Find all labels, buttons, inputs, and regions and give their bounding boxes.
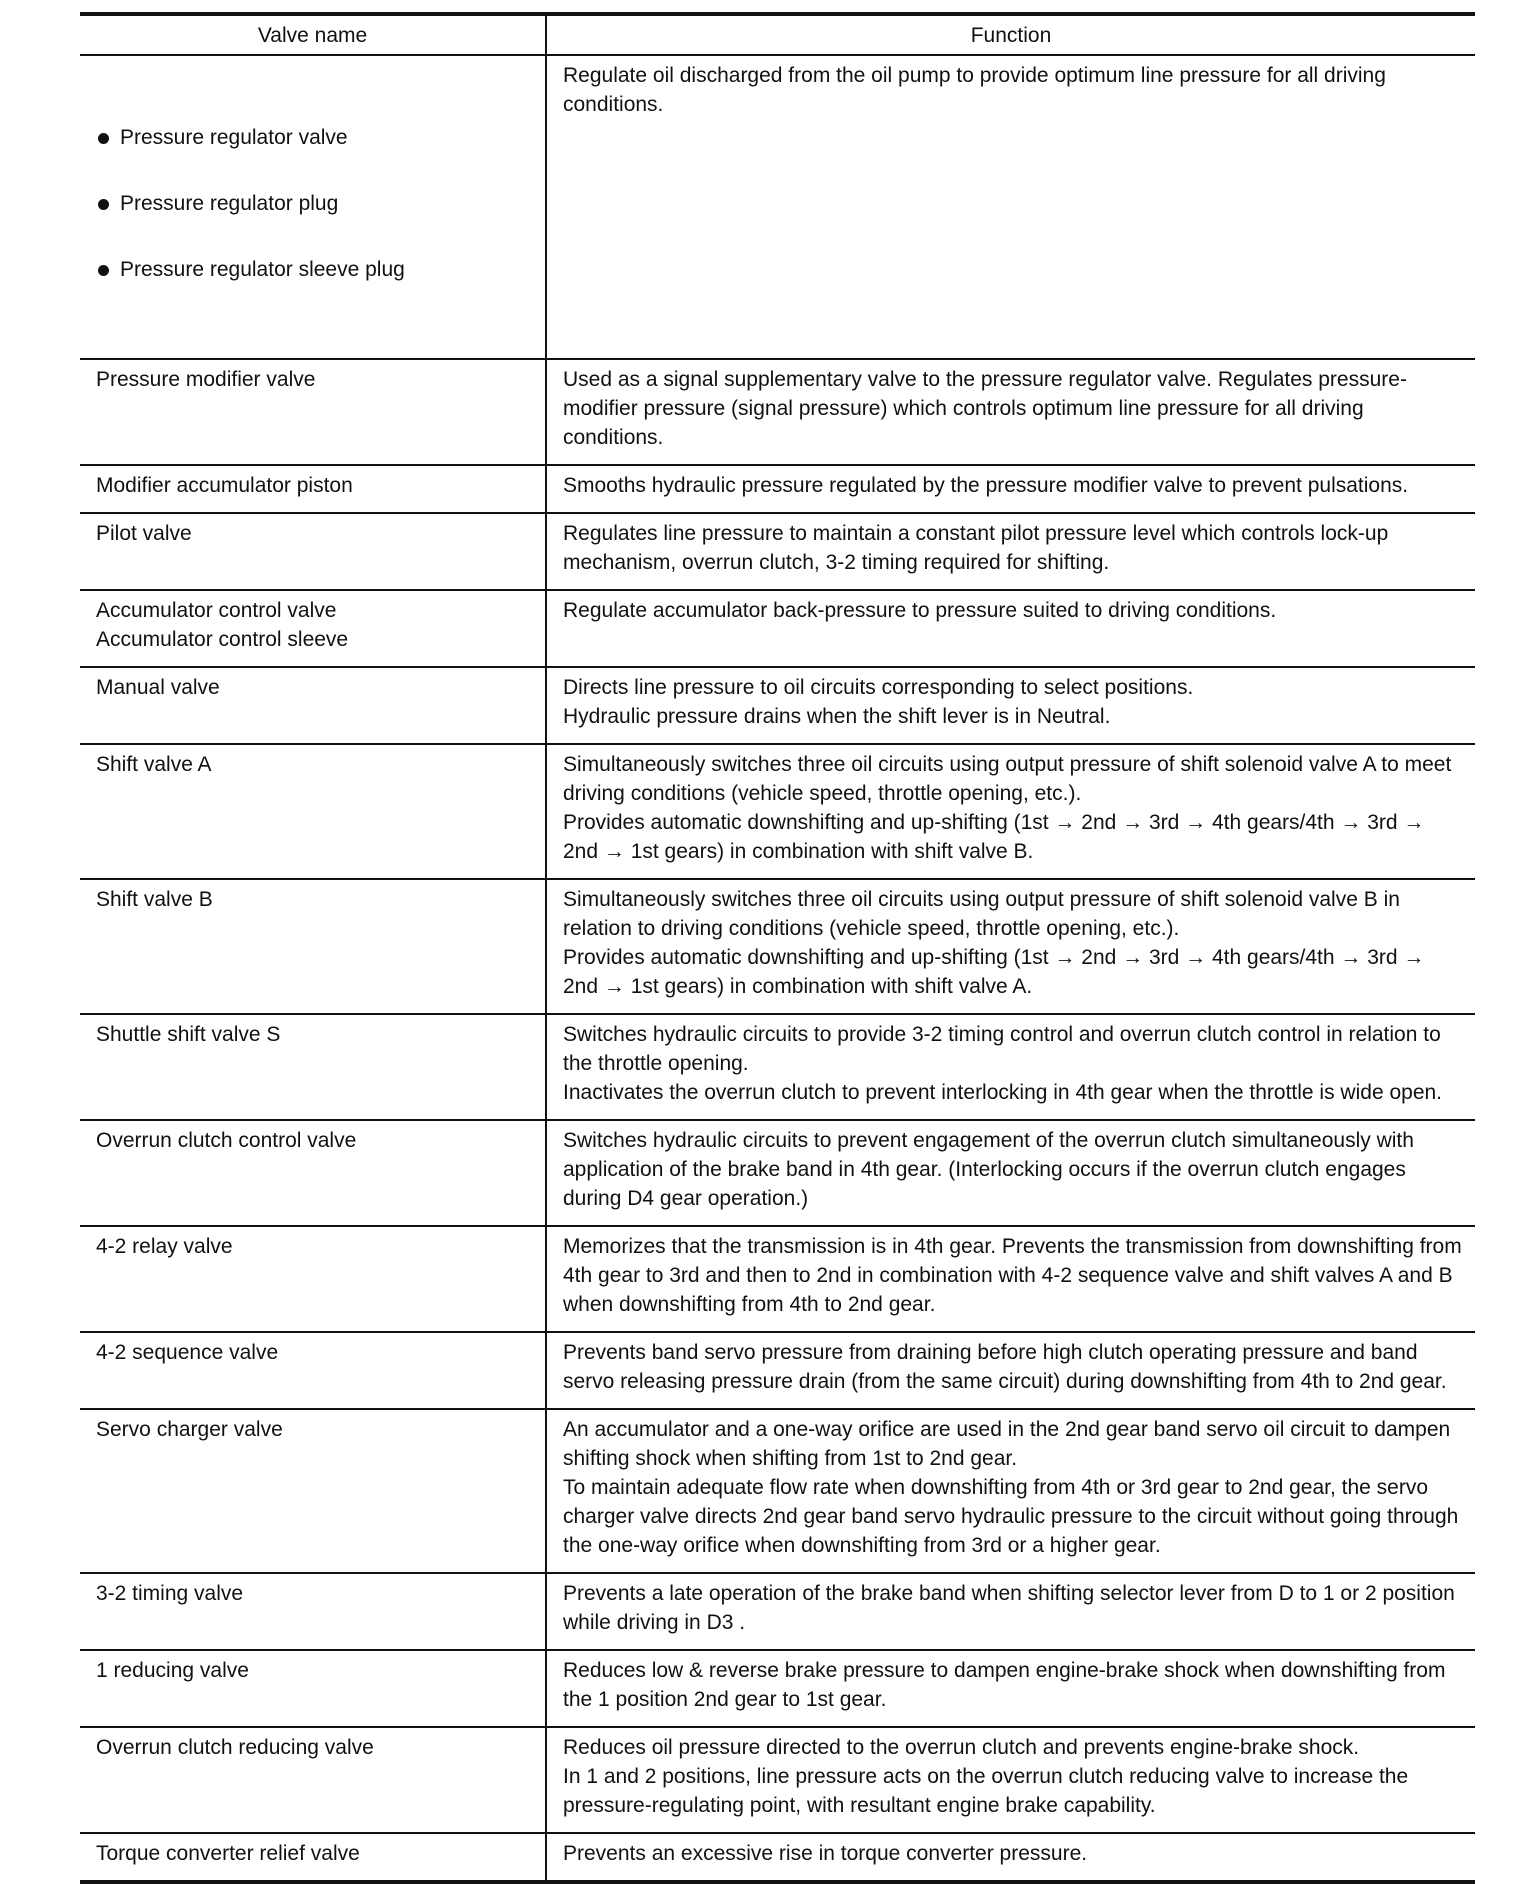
valve-name-cell: Overrun clutch control valve [80,1120,546,1226]
table-row [80,744,1475,879]
table-row [80,55,1475,359]
valve-name-cell: Servo charger valve [80,1409,546,1573]
function-cell: Prevents band servo pressure from draining before high clutch operating pressure and band servo releasing pressure drain (from the same circuit) during downshifting from 4th to 2nd gear. [546,1332,1475,1409]
valve-name-cell: Accumulator control valve Accumulator control sleeve [80,590,546,667]
valve-name-cell: Modifier accumulator piston [80,465,546,513]
function-cell: Regulate accumulator back-pressure to pressure suited to driving conditions. [546,590,1475,667]
valve-name-cell: Overrun clutch reducing valve [80,1727,546,1833]
table-row [80,1226,1475,1332]
valve-name-cell: 3-2 timing valve [80,1573,546,1650]
table-row [80,879,1475,1014]
valve-function-table [80,12,1475,1884]
table-row [80,1120,1475,1226]
valve-name-cell: Shift valve B [80,879,546,1014]
table-row [80,513,1475,590]
function-cell: Switches hydraulic circuits to prevent engagement of the overrun clutch simultaneously with application of the brake band in 4th gear. (Interlocking occurs if the overrun clutch engages during D4 gear operation.) [546,1120,1475,1226]
function-cell: Reduces low & reverse brake pressure to dampen engine-brake shock when downshifting from the 1 position 2nd gear to 1st gear. [546,1650,1475,1727]
valve-name-cell: 4-2 sequence valve [80,1332,546,1409]
table-row [80,465,1475,513]
function-cell: Simultaneously switches three oil circuits using output pressure of shift solenoid valve B in relation to driving conditions (vehicle speed, throttle opening, etc.). Provides automatic downshifting and up-shifting (1st → 2nd → 3rd → 4th gears/4th → 3rd → 2nd → 1st gears) in combination with shift valve A. [546,879,1475,1014]
table-row [80,1650,1475,1727]
table-row [80,1573,1475,1650]
valve-name-cell [80,55,546,359]
valve-name-list [96,90,533,317]
function-cell: Regulate oil discharged from the oil pump to provide optimum line pressure for all driving conditions. [546,55,1475,359]
table-row [80,1332,1475,1409]
function-cell: An accumulator and a one-way orifice are used in the 2nd gear band servo oil circuit to dampen shifting shock when shifting from 1st to 2nd gear. To maintain adequate flow rate when downshifting from 4th or 3rd gear to 2nd gear, the servo charger valve directs 2nd gear band servo hydraulic pressure to the circuit without going through the one-way orifice when downshifting from 3rd or a higher gear. [546,1409,1475,1573]
valve-name-cell: Shift valve A [80,744,546,879]
valve-name-cell: Pilot valve [80,513,546,590]
list-item: Pressure regulator plug [96,185,533,222]
function-cell: Switches hydraulic circuits to provide 3-2 timing control and overrun clutch control in relation to the throttle opening. Inactivates the overrun clutch to prevent interlocking in 4th gear when the throttle is wide open. [546,1014,1475,1120]
function-cell: Directs line pressure to oil circuits corresponding to select positions. Hydraulic pressure drains when the shift lever is in Neutral. [546,667,1475,744]
function-cell: Simultaneously switches three oil circuits using output pressure of shift solenoid valve A to meet driving conditions (vehicle speed, throttle opening, etc.). Provides automatic downshifting and up-shifting (1st → 2nd → 3rd → 4th gears/4th → 3rd → 2nd → 1st gears) in combination with shift valve B. [546,744,1475,879]
table-header-row [80,14,1475,55]
valve-name-cell: Manual valve [80,667,546,744]
function-cell: Regulates line pressure to maintain a constant pilot pressure level which controls lock-up mechanism, overrun clutch, 3-2 timing required for shifting. [546,513,1475,590]
function-cell: Smooths hydraulic pressure regulated by the pressure modifier valve to prevent pulsations. [546,465,1475,513]
table-row [80,1727,1475,1833]
table-row [80,359,1475,465]
valve-name-cell: Torque converter relief valve [80,1833,546,1882]
header-valve-name: Valve name [80,14,546,55]
function-cell: Prevents an excessive rise in torque converter pressure. [546,1833,1475,1882]
valve-name-cell: Shuttle shift valve S [80,1014,546,1120]
table-row [80,1409,1475,1573]
valve-name-cell: 1 reducing valve [80,1650,546,1727]
function-cell: Used as a signal supplementary valve to the pressure regulator valve. Regulates pressure-modifier pressure (signal pressure) which controls optimum line pressure for all driving conditions. [546,359,1475,465]
table-row [80,590,1475,667]
function-cell: Reduces oil pressure directed to the overrun clutch and prevents engine-brake shock. In 1 and 2 positions, line pressure acts on the overrun clutch reducing valve to increase the pressure-regulating point, with resultant engine brake capability. [546,1727,1475,1833]
function-cell: Prevents a late operation of the brake band when shifting selector lever from D to 1 or 2 position while driving in D3 . [546,1573,1475,1650]
valve-name-cell: 4-2 relay valve [80,1226,546,1332]
list-item: Pressure regulator valve [96,119,533,156]
table-row [80,667,1475,744]
valve-name-cell: Pressure modifier valve [80,359,546,465]
table-row [80,1014,1475,1120]
header-function: Function [546,14,1475,55]
list-item: Pressure regulator sleeve plug [96,251,533,288]
function-cell: Memorizes that the transmission is in 4th gear. Prevents the transmission from downshifting from 4th gear to 3rd and then to 2nd in combination with 4-2 sequence valve and shift valves A and B when downshifting from 4th to 2nd gear. [546,1226,1475,1332]
table-row [80,1833,1475,1882]
